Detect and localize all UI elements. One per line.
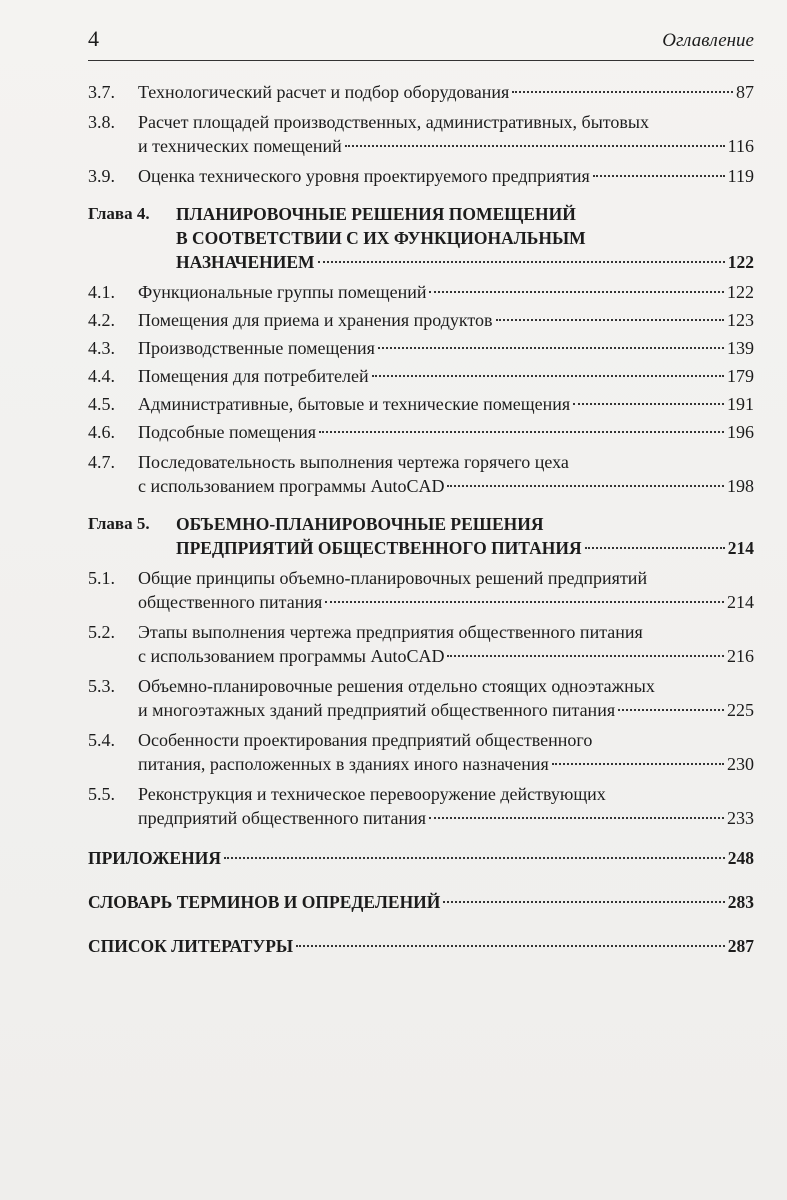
toc-line [176,226,754,250]
toc-line [176,202,754,226]
dot-leader [378,347,724,349]
toc-entry-5-5 [88,782,754,830]
toc-page-number: 214 [727,592,754,612]
dot-leader [318,261,725,263]
toc-number: 5.3. [88,676,115,696]
toc-page-number: 116 [727,136,754,156]
table-of-contents [88,80,754,958]
toc-line [138,364,754,388]
toc-entry-5-1 [88,566,754,614]
toc-line [176,512,754,536]
toc-line [138,698,754,722]
toc-title-text: Помещения для потребителей [138,366,369,386]
toc-title-text: ОБЪЕМНО-ПЛАНИРОВОЧНЫЕ РЕШЕНИЯ [176,514,544,534]
toc-title-text: Реконструкция и техническое перевооружение действующих [138,784,606,804]
toc-page-number: 230 [727,754,754,774]
toc-entry-5-4 [88,728,754,776]
toc-number: 5.2. [88,622,115,642]
toc-page-number: 283 [727,892,754,912]
toc-line [138,620,754,644]
toc-title-text: Этапы выполнения чертежа предприятия общественного питания [138,622,643,642]
toc-line [176,536,754,560]
toc-line [138,782,754,806]
toc-number: 4.2. [88,310,115,330]
toc-line [138,308,754,332]
toc-entry-5-2 [88,620,754,668]
toc-title-text: и многоэтажных зданий предприятий общественного питания [138,700,616,720]
dot-leader [372,375,724,377]
toc-number: 3.7. [88,82,115,102]
toc-line [138,336,754,360]
dot-leader [296,945,725,947]
dot-leader [593,175,725,177]
toc-title-text: Административные, бытовые и технические помещения [138,394,571,414]
toc-entry-appendices [88,846,754,870]
toc-line [138,474,754,498]
page-header [88,24,754,61]
dot-leader [224,857,725,859]
dot-leader [325,601,724,603]
toc-title-text: Функциональные группы помещений [138,282,427,302]
toc-title-text: Объемно-планировочные решения отдельно стоящих одноэтажных [138,676,655,696]
page-number: 4 [88,26,99,51]
toc-line [88,890,754,914]
toc-title-text: и технических помещений [138,136,342,156]
toc-page-number: 225 [727,700,754,720]
toc-line [138,80,754,104]
toc-entry-4-6 [88,420,754,444]
dot-leader [345,145,725,147]
toc-title-text: Оценка технического уровня проектируемого предприятия [138,166,590,186]
toc-title-text: ПРИЛОЖЕНИЯ [88,848,221,868]
toc-number: 4.3. [88,338,115,358]
toc-entry-3-9 [88,164,754,188]
toc-line [138,806,754,830]
toc-page-number: 122 [727,252,754,272]
toc-line [138,164,754,188]
toc-page-number: 196 [727,422,754,442]
toc-title-text: Подсобные помещения [138,422,317,442]
toc-number: 4.7. [88,452,115,472]
dot-leader [429,817,724,819]
toc-line [138,674,754,698]
toc-title-text: Особенности проектирования предприятий общественного [138,730,593,750]
toc-entry-5-3 [88,674,754,722]
toc-page-number: 139 [727,338,754,358]
toc-line [138,566,754,590]
toc-line [138,752,754,776]
toc-entry-4-1 [88,280,754,304]
dot-leader [447,485,724,487]
toc-line [176,250,754,274]
dot-leader [512,91,733,93]
toc-page-number: 179 [727,366,754,386]
toc-title-text: Общие принципы объемно-планировочных решений предприятий [138,568,648,588]
toc-line [88,846,754,870]
dot-leader [319,431,724,433]
dot-leader [429,291,724,293]
toc-page-number: 287 [727,936,754,956]
toc-title-text: СЛОВАРЬ ТЕРМИНОВ И ОПРЕДЕЛЕНИЙ [88,892,441,912]
toc-page-number: 87 [736,82,754,102]
toc-entry-4-7 [88,450,754,498]
running-title: Оглавление [662,30,754,51]
toc-page-number: 248 [727,848,754,868]
toc-number: 4.1. [88,282,115,302]
toc-line [138,392,754,416]
toc-title-text: Расчет площадей производственных, административных, бытовых [138,112,650,132]
dot-leader [573,403,724,405]
toc-title-text: НАЗНАЧЕНИЕМ [176,252,315,272]
toc-page-number: 119 [727,166,754,186]
toc-number: 3.8. [88,112,115,132]
toc-number: Глава 5. [88,514,150,533]
toc-entry-3-8 [88,110,754,158]
toc-page-number: 216 [727,646,754,666]
toc-number: 4.6. [88,422,115,442]
toc-page-number: 214 [727,538,754,558]
toc-line [138,280,754,304]
toc-entry-4-4 [88,364,754,388]
toc-title-text: Производственные помещения [138,338,375,358]
dot-leader [585,547,725,549]
toc-line [138,644,754,668]
toc-entry-4-5 [88,392,754,416]
toc-number: 5.1. [88,568,115,588]
toc-entry-ch4 [88,202,754,274]
toc-page-number: 122 [727,282,754,302]
toc-number: Глава 4. [88,204,150,223]
toc-title-text: общественного питания [138,592,323,612]
toc-title-text: с использованием программы AutoCAD [138,476,445,496]
toc-number: 3.9. [88,166,115,186]
dot-leader [443,901,724,903]
dot-leader [618,709,724,711]
toc-entry-glossary [88,890,754,914]
toc-title-text: ПРЕДПРИЯТИЙ ОБЩЕСТВЕННОГО ПИТАНИЯ [176,538,582,558]
toc-page-number: 198 [727,476,754,496]
toc-number: 4.4. [88,366,115,386]
toc-page-number: 233 [727,808,754,828]
toc-line [138,728,754,752]
toc-title-text: Технологический расчет и подбор оборудования [138,82,510,102]
toc-title-text: ПЛАНИРОВОЧНЫЕ РЕШЕНИЯ ПОМЕЩЕНИЙ [176,204,576,224]
toc-title-text: В СООТВЕТСТВИИ С ИХ ФУНКЦИОНАЛЬНЫМ [176,228,586,248]
toc-entry-references [88,934,754,958]
toc-title-text: СПИСОК ЛИТЕРАТУРЫ [88,936,294,956]
toc-entry-4-2 [88,308,754,332]
toc-line [138,590,754,614]
toc-line [88,934,754,958]
toc-line [138,110,754,134]
toc-title-text: с использованием программы AutoCAD [138,646,445,666]
toc-title-text: Помещения для приема и хранения продуктов [138,310,493,330]
toc-number: 5.5. [88,784,115,804]
toc-line [138,134,754,158]
dot-leader [496,319,724,321]
dot-leader [552,763,724,765]
toc-title-text: предприятий общественного питания [138,808,426,828]
toc-page-number: 123 [727,310,754,330]
toc-line [138,420,754,444]
toc-page-number: 191 [727,394,754,414]
toc-entry-ch5 [88,512,754,560]
toc-title-text: питания, расположенных в зданиях иного назначения [138,754,549,774]
toc-entry-3-7 [88,80,754,104]
toc-entry-4-3 [88,336,754,360]
toc-number: 4.5. [88,394,115,414]
toc-title-text: Последовательность выполнения чертежа горячего цеха [138,452,569,472]
toc-number: 5.4. [88,730,115,750]
toc-line [138,450,754,474]
dot-leader [447,655,724,657]
